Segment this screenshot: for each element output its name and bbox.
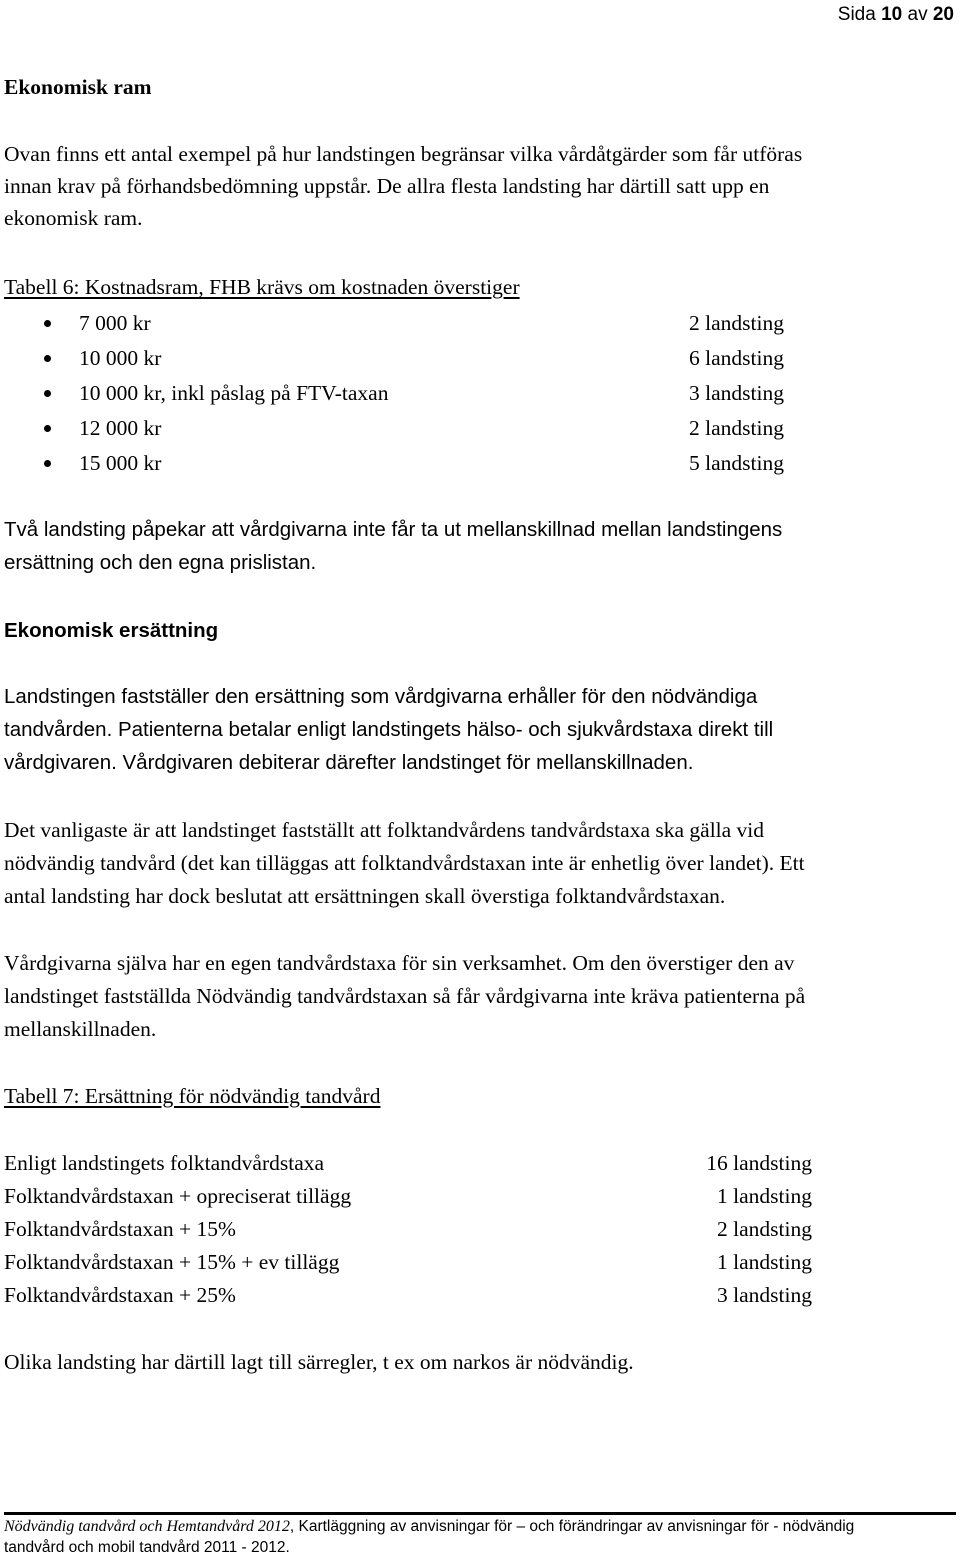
page-number: Sida 10 av 20: [837, 4, 954, 25]
bullet-icon: [44, 355, 51, 362]
footer-line: [4, 1518, 854, 1536]
table6-row-label: 7 000 kr: [79, 311, 151, 335]
table7-row-value: 1 landsting: [717, 1250, 812, 1274]
table6-row-label: 12 000 kr: [79, 416, 162, 440]
table7-row-label: Folktandvårdstaxan + 15%: [4, 1217, 236, 1241]
table7-row-value: 16 landsting: [706, 1151, 812, 1175]
paragraph-line: Det vanligaste är att landstinget fastställt att folktandvårdens tandvårdstaxa ska gälla vid: [4, 818, 765, 842]
table6-row-value: 3 landsting: [689, 381, 784, 405]
table7-row-value: 2 landsting: [717, 1217, 812, 1241]
table7-row-label: Folktandvårdstaxan + 15% + ev tillägg: [4, 1250, 340, 1274]
bullet-icon: [44, 460, 51, 467]
paragraph-line: antal landsting har dock beslutat att ersättningen skall överstiga folktandvårdstaxan.: [4, 884, 726, 908]
table6-row-value: 2 landsting: [689, 311, 784, 335]
section-title-ekonomisk-ram: Ekonomisk ram: [4, 75, 152, 99]
footer-text: , Kartläggning av anvisningar för – och förändringar av anvisningar för - nödvändig: [289, 1518, 855, 1535]
table6-row-value: 2 landsting: [689, 416, 784, 440]
table6-row-label: 15 000 kr: [79, 451, 162, 475]
table6-caption: Tabell 6: Kostnadsram, FHB krävs om kostnaden överstiger: [4, 275, 520, 299]
table6-row-value: 5 landsting: [689, 451, 784, 475]
paragraph-line: mellanskillnaden.: [4, 1017, 157, 1041]
paragraph-line: Olika landsting har därtill lagt till särregler, t ex om narkos är nödvändig.: [4, 1350, 634, 1374]
paragraph-line: landstinget fastställda Nödvändig tandvårdstaxan så får vårdgivarna inte kräva patienterna på: [4, 984, 806, 1008]
table7-caption: Tabell 7: Ersättning för nödvändig tandvård: [4, 1084, 381, 1108]
table7-row-label: Folktandvårdstaxan + opreciserat tillägg: [4, 1184, 352, 1208]
table6-row-value: 6 landsting: [689, 346, 784, 370]
bullet-icon: [44, 390, 51, 397]
paragraph-line: ekonomisk ram.: [4, 206, 143, 230]
paragraph-line: Landstingen fastställer den ersättning som vårdgivarna erhåller för den nödvändiga: [4, 685, 758, 708]
table7-row-value: 1 landsting: [717, 1184, 812, 1208]
section-title-ekonomisk-ersattning: Ekonomisk ersättning: [4, 619, 219, 642]
table6-row-label: 10 000 kr, inkl påslag på FTV-taxan: [79, 381, 389, 405]
table6-row-label: 10 000 kr: [79, 346, 162, 370]
paragraph-line: Två landsting påpekar att vårdgivarna inte får ta ut mellanskillnad mellan landstingens: [4, 518, 783, 541]
paragraph-line: nödvändig tandvård (det kan tilläggas att folktandvårdstaxan inte är enhetlig över landet). Ett: [4, 851, 805, 875]
table7-row-value: 3 landsting: [717, 1283, 812, 1307]
bullet-icon: [44, 320, 51, 327]
paragraph-line: Vårdgivarna själva har en egen tandvårdstaxa för sin verksamhet. Om den överstiger den av: [4, 951, 795, 975]
footer-italic: Nödvändig tandvård och Hemtandvård 2012: [4, 1518, 290, 1535]
table7-row-label: Enligt landstingets folktandvårdstaxa: [4, 1151, 325, 1175]
paragraph-line: ersättning och den egna prislistan.: [4, 551, 317, 574]
footer-line: tandvård och mobil tandvård 2011 - 2012.: [4, 1539, 290, 1556]
paragraph-line: vårdgivaren. Vårdgivaren debiterar därefter landstinget för mellanskillnaden.: [4, 751, 694, 774]
bullet-icon: [44, 425, 51, 432]
paragraph-line: tandvården. Patienterna betalar enligt landstingets hälso- och sjukvårdstaxa direkt till: [4, 718, 774, 741]
table7-row-label: Folktandvårdstaxan + 25%: [4, 1283, 236, 1307]
footer-divider: [4, 1512, 956, 1515]
paragraph-line: innan krav på förhandsbedömning uppstår. De allra flesta landsting har därtill satt upp en: [4, 174, 770, 198]
paragraph-line: Ovan finns ett antal exempel på hur landstingen begränsar vilka vårdåtgärder som får utföras: [4, 142, 803, 166]
